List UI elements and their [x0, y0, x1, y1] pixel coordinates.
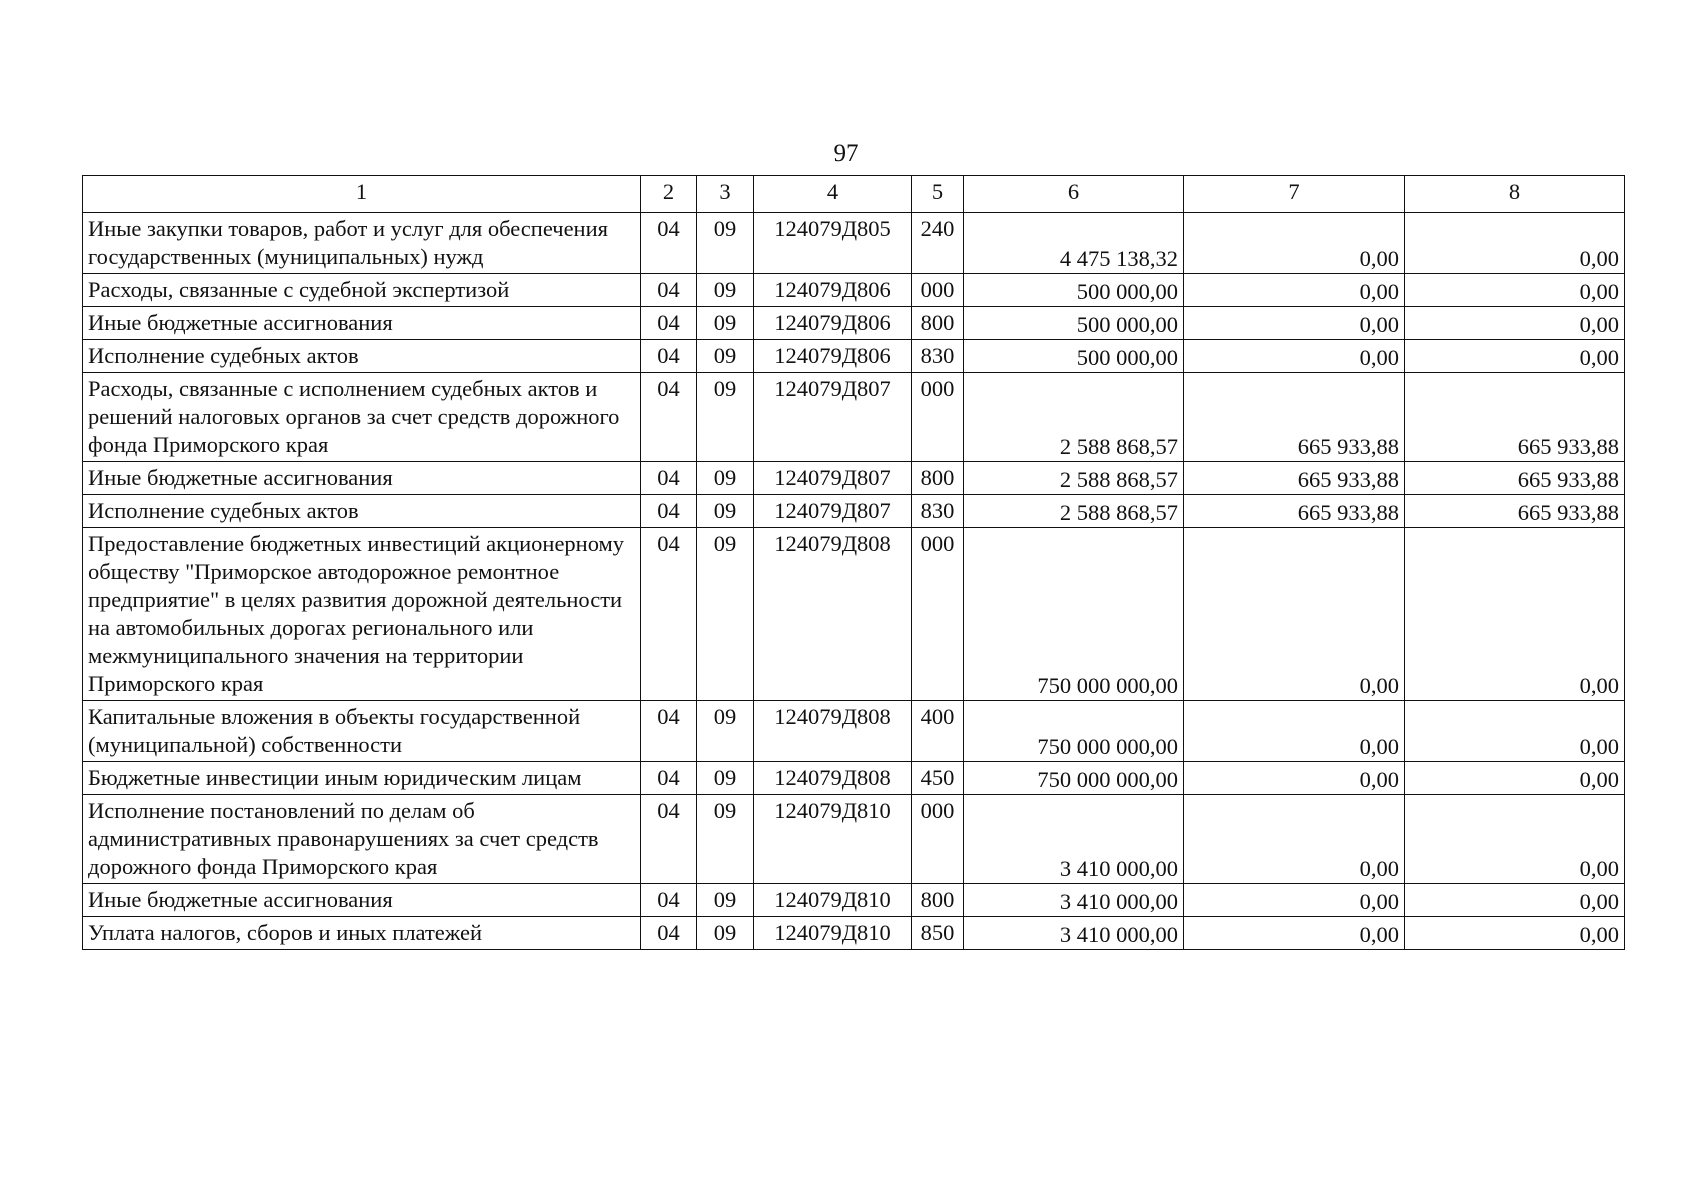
row-target: 124079Д808 [754, 528, 912, 701]
row-amount-8: 665 933,88 [1405, 373, 1625, 462]
row-target: 124079Д806 [754, 307, 912, 340]
row-subsection: 09 [697, 701, 754, 762]
row-section: 04 [641, 213, 697, 274]
row-target: 124079Д806 [754, 274, 912, 307]
row-amount-8: 665 933,88 [1405, 462, 1625, 495]
row-amount-7: 0,00 [1184, 917, 1405, 950]
row-type: 000 [912, 795, 964, 884]
row-section: 04 [641, 884, 697, 917]
row-section: 04 [641, 762, 697, 795]
row-amount-6: 500 000,00 [964, 274, 1184, 307]
row-amount-7: 0,00 [1184, 340, 1405, 373]
row-subsection: 09 [697, 495, 754, 528]
row-type: 850 [912, 917, 964, 950]
row-subsection: 09 [697, 917, 754, 950]
row-target: 124079Д808 [754, 762, 912, 795]
row-target: 124079Д805 [754, 213, 912, 274]
row-section: 04 [641, 340, 697, 373]
row-amount-6: 750 000 000,00 [964, 528, 1184, 701]
table-row [83, 373, 1625, 462]
header-cell: 2 [641, 176, 697, 213]
row-amount-6: 3 410 000,00 [964, 917, 1184, 950]
row-subsection: 09 [697, 274, 754, 307]
row-section: 04 [641, 307, 697, 340]
row-subsection: 09 [697, 213, 754, 274]
row-type: 240 [912, 213, 964, 274]
row-type: 800 [912, 307, 964, 340]
row-section: 04 [641, 495, 697, 528]
row-name: Капитальные вложения в объекты государственной (муниципальной) собственности [83, 701, 641, 762]
row-type: 830 [912, 495, 964, 528]
row-type: 000 [912, 528, 964, 701]
row-subsection: 09 [697, 340, 754, 373]
row-subsection: 09 [697, 373, 754, 462]
row-amount-8: 0,00 [1405, 884, 1625, 917]
row-section: 04 [641, 462, 697, 495]
row-subsection: 09 [697, 762, 754, 795]
row-section: 04 [641, 274, 697, 307]
row-amount-7: 665 933,88 [1184, 462, 1405, 495]
row-amount-6: 750 000 000,00 [964, 701, 1184, 762]
row-amount-6: 500 000,00 [964, 307, 1184, 340]
row-amount-7: 665 933,88 [1184, 373, 1405, 462]
row-name: Иные бюджетные ассигнования [83, 884, 641, 917]
table-row [83, 274, 1625, 307]
row-type: 000 [912, 274, 964, 307]
header-cell: 5 [912, 176, 964, 213]
row-amount-6: 4 475 138,32 [964, 213, 1184, 274]
row-target: 124079Д807 [754, 495, 912, 528]
row-type: 450 [912, 762, 964, 795]
row-target: 124079Д810 [754, 884, 912, 917]
row-amount-6: 500 000,00 [964, 340, 1184, 373]
row-target: 124079Д807 [754, 462, 912, 495]
table-row [83, 917, 1625, 950]
row-amount-6: 3 410 000,00 [964, 795, 1184, 884]
header-cell: 4 [754, 176, 912, 213]
table-row [83, 213, 1625, 274]
row-amount-7: 0,00 [1184, 795, 1405, 884]
budget-table [82, 175, 1625, 950]
row-amount-7: 0,00 [1184, 762, 1405, 795]
row-target: 124079Д810 [754, 795, 912, 884]
table-row [83, 462, 1625, 495]
row-name: Иные бюджетные ассигнования [83, 462, 641, 495]
row-subsection: 09 [697, 307, 754, 340]
table-row [83, 884, 1625, 917]
row-amount-7: 0,00 [1184, 307, 1405, 340]
header-row [83, 176, 1625, 213]
row-type: 830 [912, 340, 964, 373]
row-section: 04 [641, 373, 697, 462]
row-name: Исполнение судебных актов [83, 495, 641, 528]
row-section: 04 [641, 795, 697, 884]
row-amount-7: 0,00 [1184, 213, 1405, 274]
table-body [83, 213, 1625, 950]
row-name: Исполнение судебных актов [83, 340, 641, 373]
table-row [83, 307, 1625, 340]
row-amount-6: 2 588 868,57 [964, 373, 1184, 462]
row-section: 04 [641, 917, 697, 950]
row-target: 124079Д810 [754, 917, 912, 950]
page-number: 97 [833, 140, 859, 167]
row-amount-8: 0,00 [1405, 528, 1625, 701]
row-amount-7: 665 933,88 [1184, 495, 1405, 528]
row-name: Предоставление бюджетных инвестиций акционерному обществу "Приморское автодорожное ремонтное предприятие" в целях развития дорожной деятельности на автомобильных дорогах регионального или межмуниципального значения на территории Приморского края [83, 528, 641, 701]
row-amount-6: 2 588 868,57 [964, 462, 1184, 495]
row-type: 800 [912, 462, 964, 495]
table-row [83, 795, 1625, 884]
row-amount-6: 3 410 000,00 [964, 884, 1184, 917]
row-amount-7: 0,00 [1184, 884, 1405, 917]
row-name: Расходы, связанные с судебной экспертизой [83, 274, 641, 307]
row-amount-8: 0,00 [1405, 340, 1625, 373]
header-cell: 6 [964, 176, 1184, 213]
row-amount-8: 0,00 [1405, 917, 1625, 950]
row-amount-8: 0,00 [1405, 307, 1625, 340]
row-amount-8: 0,00 [1405, 213, 1625, 274]
row-subsection: 09 [697, 462, 754, 495]
row-amount-7: 0,00 [1184, 701, 1405, 762]
row-type: 400 [912, 701, 964, 762]
row-type: 800 [912, 884, 964, 917]
table-row [83, 340, 1625, 373]
row-subsection: 09 [697, 884, 754, 917]
row-subsection: 09 [697, 795, 754, 884]
header-cell: 1 [83, 176, 641, 213]
row-amount-8: 0,00 [1405, 274, 1625, 307]
row-amount-8: 0,00 [1405, 762, 1625, 795]
row-section: 04 [641, 701, 697, 762]
row-name: Уплата налогов, сборов и иных платежей [83, 917, 641, 950]
header-cell: 3 [697, 176, 754, 213]
row-amount-7: 0,00 [1184, 528, 1405, 701]
row-amount-8: 0,00 [1405, 701, 1625, 762]
row-amount-6: 2 588 868,57 [964, 495, 1184, 528]
row-subsection: 09 [697, 528, 754, 701]
row-name: Иные закупки товаров, работ и услуг для обеспечения государственных (муниципальных) нужд [83, 213, 641, 274]
row-name: Иные бюджетные ассигнования [83, 307, 641, 340]
row-target: 124079Д806 [754, 340, 912, 373]
row-amount-8: 0,00 [1405, 795, 1625, 884]
row-name: Исполнение постановлений по делам об административных правонарушениях за счет средств дорожного фонда Приморского края [83, 795, 641, 884]
header-cell: 8 [1405, 176, 1625, 213]
row-name: Бюджетные инвестиции иным юридическим лицам [83, 762, 641, 795]
table-row [83, 762, 1625, 795]
table-row [83, 528, 1625, 701]
row-name: Расходы, связанные с исполнением судебных актов и решений налоговых органов за счет средств дорожного фонда Приморского края [83, 373, 641, 462]
row-amount-7: 0,00 [1184, 274, 1405, 307]
row-target: 124079Д808 [754, 701, 912, 762]
row-type: 000 [912, 373, 964, 462]
row-section: 04 [641, 528, 697, 701]
row-amount-6: 750 000 000,00 [964, 762, 1184, 795]
table-row [83, 495, 1625, 528]
row-target: 124079Д807 [754, 373, 912, 462]
header-cell: 7 [1184, 176, 1405, 213]
table-row [83, 701, 1625, 762]
row-amount-8: 665 933,88 [1405, 495, 1625, 528]
